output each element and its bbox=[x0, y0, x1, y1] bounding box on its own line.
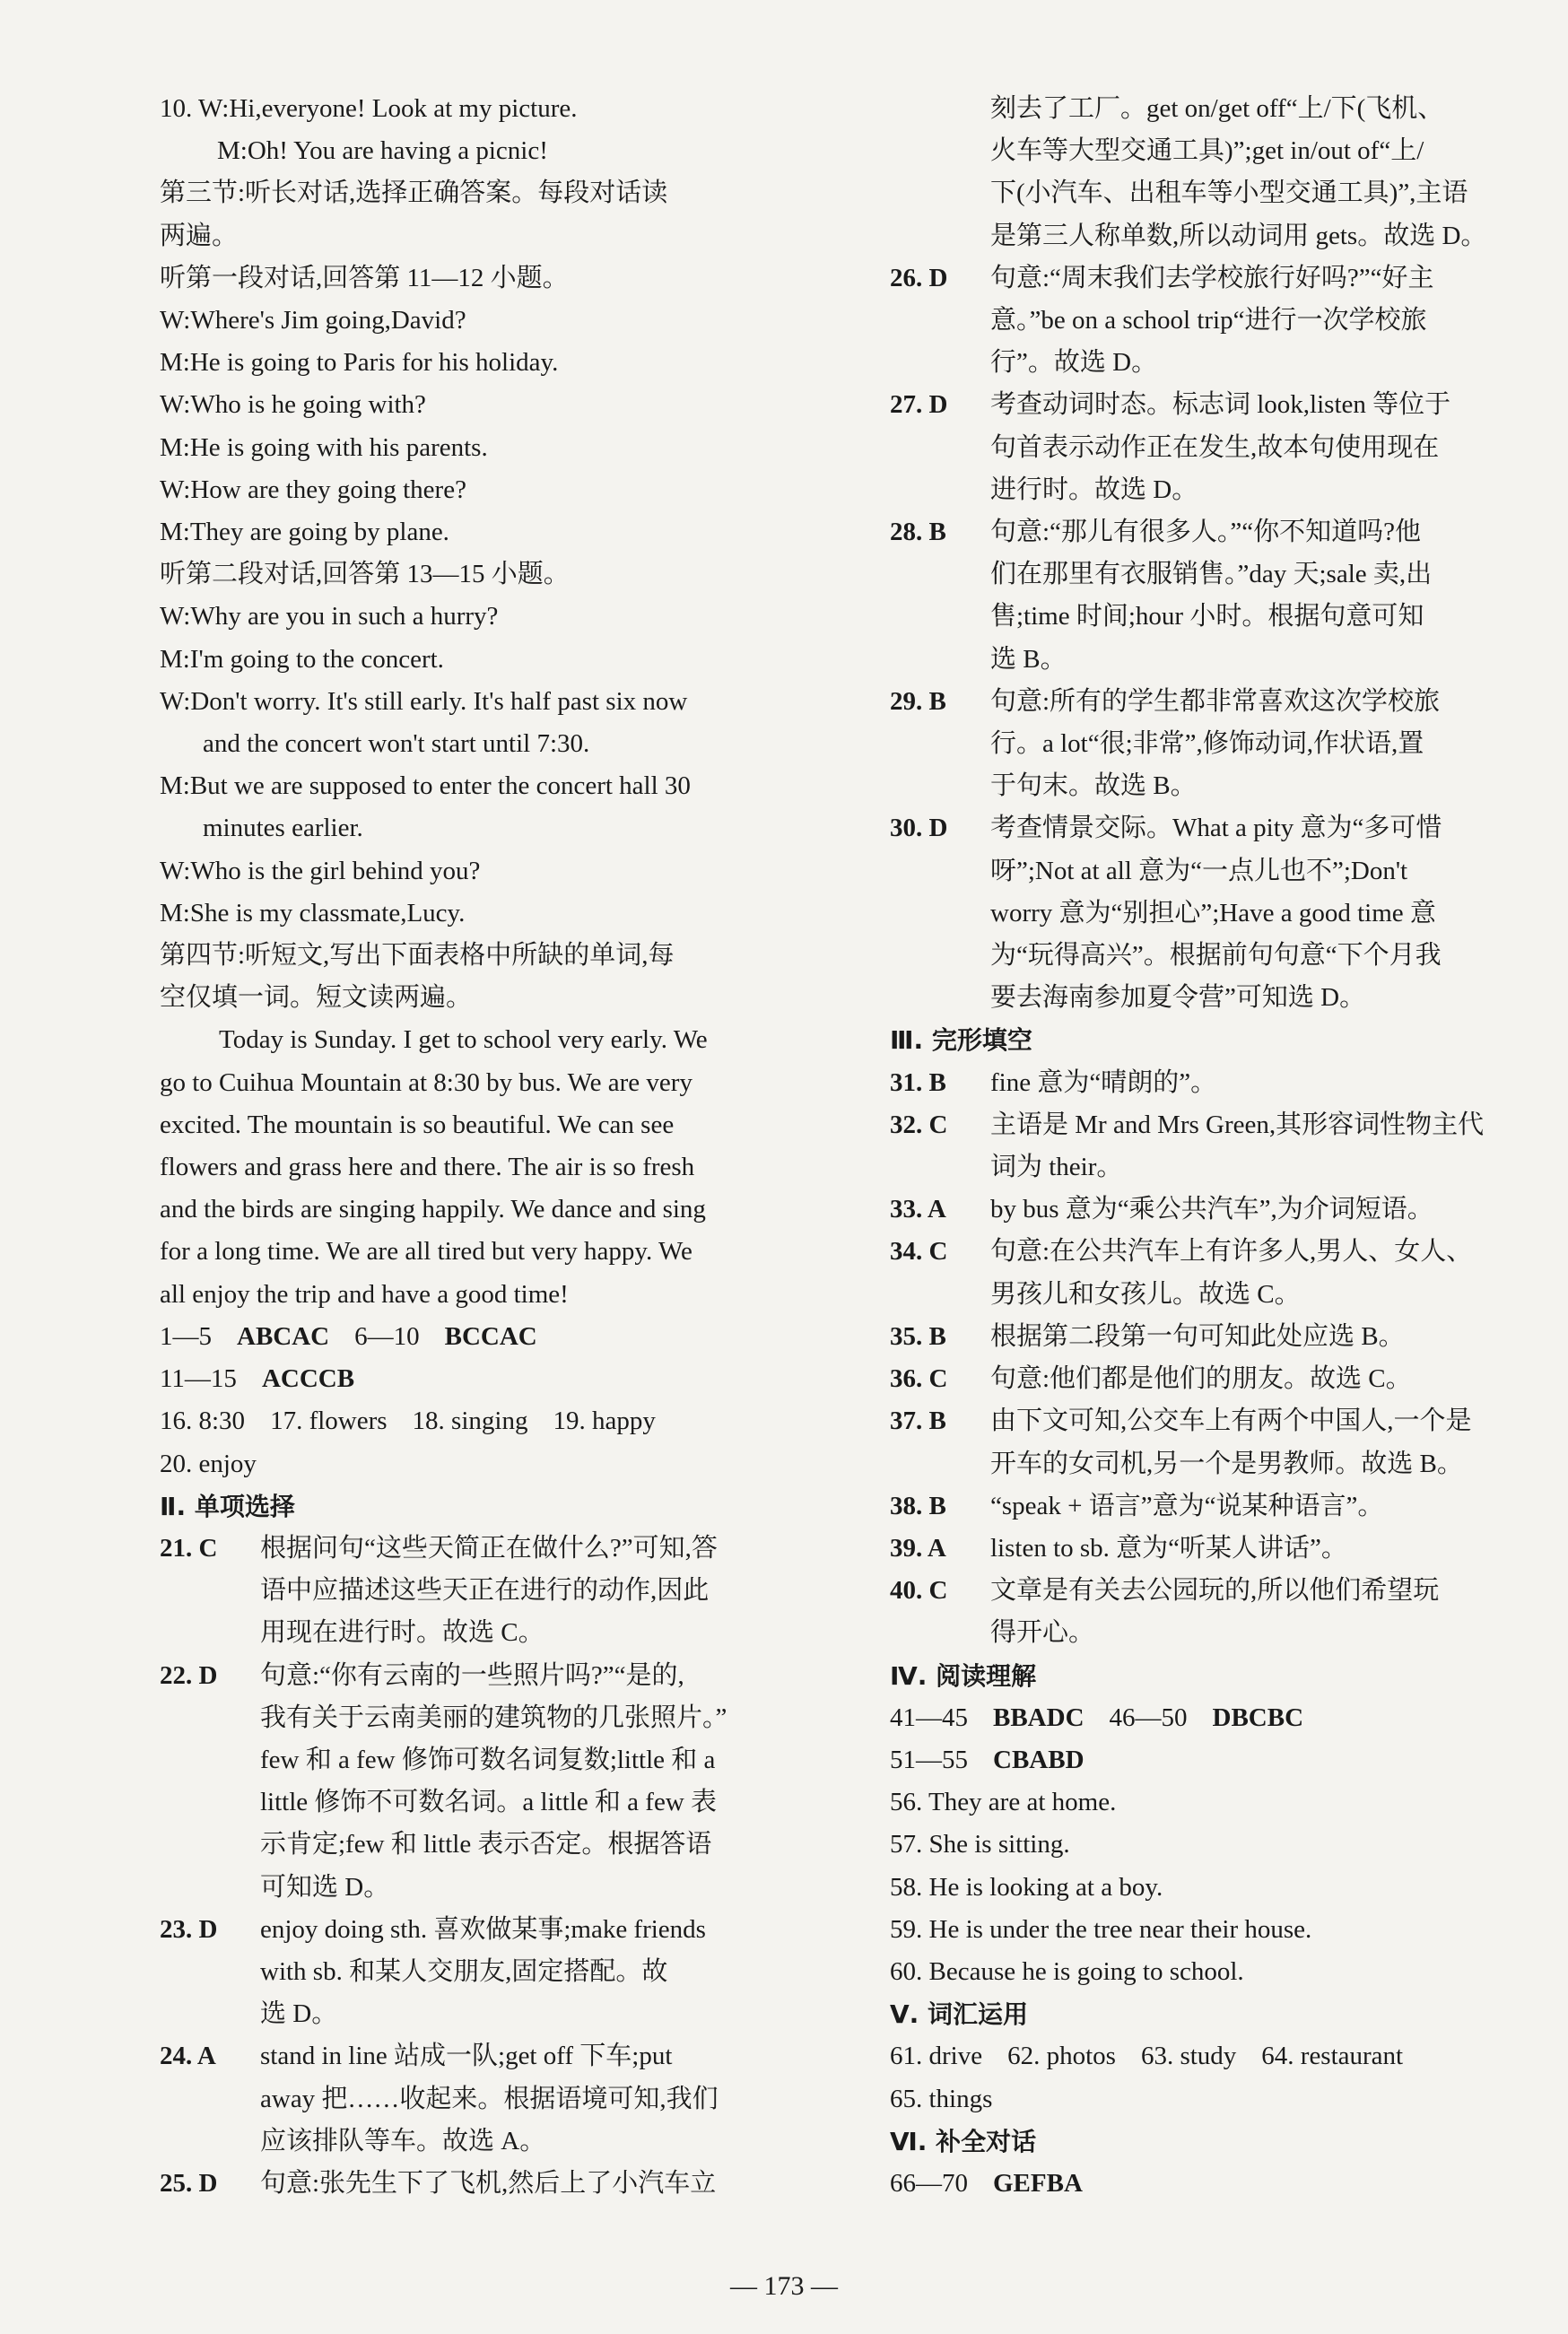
answer-number: 39. A bbox=[890, 1533, 946, 1563]
answer-line: 示肯定;few 和 little 表示否定。根据答语 bbox=[260, 1830, 712, 1859]
answer-item-22 bbox=[160, 1655, 807, 1909]
answer-line: 呀”;Not at all 意为“一点儿也不”;Don't bbox=[990, 856, 1408, 885]
read-answer: 59. He is under the tree near their house. bbox=[890, 1914, 1312, 1944]
answer-line: 刻去了工厂。get on/get off“上/下(飞机、 bbox=[990, 94, 1444, 123]
dialog2-line: M:I'm going to the concert. bbox=[160, 644, 444, 674]
answer-number: 31. B bbox=[890, 1067, 946, 1097]
answer-line: 进行时。故选 D。 bbox=[990, 475, 1198, 504]
answer-key-1-10 bbox=[160, 1316, 807, 1358]
left-column bbox=[160, 88, 807, 2205]
answer-line: 是第三人称单数,所以动词用 gets。故选 D。 bbox=[990, 221, 1487, 250]
dialog2-line: W:Why are you in such a hurry? bbox=[160, 602, 499, 631]
answer-line: 火车等大型交通工具)”;get in/out of“上/ bbox=[990, 136, 1424, 166]
key-answers: ABCAC bbox=[237, 1321, 330, 1351]
answer-line: 我有关于云南美丽的建筑物的几张照片。” bbox=[260, 1703, 727, 1732]
answer-item-28 bbox=[890, 511, 1527, 681]
key-answers: GEFBA bbox=[993, 2168, 1083, 2198]
cloze-item-34 bbox=[890, 1231, 1527, 1315]
answer-number: 37. B bbox=[890, 1406, 946, 1436]
answer-line: enjoy doing sth. 喜欢做某事;make friends bbox=[260, 1914, 706, 1944]
dialog1-line: W:How are they going there? bbox=[160, 475, 466, 504]
answer-line: little 修饰不可数名词。a little 和 a few 表 bbox=[260, 1788, 718, 1817]
answer-number: 40. C bbox=[890, 1576, 948, 1606]
passage-line: Today is Sunday. I get to school very early. We bbox=[219, 1025, 708, 1055]
right-column bbox=[890, 88, 1527, 2205]
cloze-item-33 bbox=[890, 1189, 1527, 1231]
answer-item-27 bbox=[890, 384, 1527, 511]
passage-line: all enjoy the trip and have a good time! bbox=[160, 1279, 569, 1309]
read-answer: 58. He is looking at a boy. bbox=[890, 1872, 1163, 1902]
answer-line: 用现在进行时。故选 C。 bbox=[260, 1618, 544, 1648]
dialog2-line: M:She is my classmate,Lucy. bbox=[160, 898, 466, 928]
section-heading-II: Ⅱ. 单项选择 bbox=[160, 1491, 295, 1521]
answer-number: 26. D bbox=[890, 263, 948, 292]
answer-line: 考查情景交际。What a pity 意为“多可惜 bbox=[990, 814, 1442, 843]
section3-title-line-2: 两遍。 bbox=[160, 221, 239, 250]
passage-line: go to Cuihua Mountain at 8:30 by bus. We are very bbox=[160, 1067, 693, 1097]
key-range: 46—50 bbox=[1109, 1703, 1188, 1732]
fill-answers-16-19 bbox=[160, 1400, 807, 1442]
answer-line: 文章是有关去公园玩的,所以他们希望玩 bbox=[990, 1576, 1440, 1606]
key-range: 51—55 bbox=[890, 1745, 968, 1774]
answer-line: 句意:“你有云南的一些照片吗?”“是的, bbox=[260, 1660, 684, 1690]
cloze-item-35 bbox=[890, 1316, 1527, 1358]
answer-line: 词为 their。 bbox=[990, 1153, 1123, 1182]
vocab-answer-65: 65. things bbox=[890, 2084, 993, 2113]
answer-number: 23. D bbox=[160, 1914, 218, 1944]
answer-number: 28. B bbox=[890, 518, 946, 547]
answer-line: 为“玩得高兴”。根据前句句意“下个月我 bbox=[990, 941, 1442, 971]
answer-line: 句意:他们都是他们的朋友。故选 C。 bbox=[990, 1364, 1412, 1394]
answer-line: 句意:“周末我们去学校旅行好吗?”“好主 bbox=[990, 263, 1434, 292]
answer-key-51-55 bbox=[890, 1739, 1527, 1781]
answer-line: away 把……收起来。根据语境可知,我们 bbox=[260, 2084, 719, 2113]
answer-line: 得开心。 bbox=[990, 1618, 1095, 1648]
answer-item-29 bbox=[890, 681, 1527, 808]
section4-title-line-1: 第四节:听短文,写出下面表格中所缺的单词,每 bbox=[160, 941, 675, 971]
answer-line: 行”。故选 D。 bbox=[990, 348, 1158, 378]
answer-line: fine 意为“晴朗的”。 bbox=[990, 1067, 1217, 1097]
passage-line: and the birds are singing happily. We dance and sing bbox=[160, 1195, 706, 1224]
key-answers: CBABD bbox=[993, 1745, 1085, 1774]
answer-number: 24. A bbox=[160, 2042, 216, 2071]
answer-number: 33. A bbox=[890, 1195, 946, 1224]
key-range: 1—5 bbox=[160, 1321, 212, 1351]
answer-line: 应该排队等车。故选 A。 bbox=[260, 2126, 546, 2155]
answer-line: 考查动词时态。标志词 look,listen 等位于 bbox=[990, 390, 1451, 420]
section-heading-IV: Ⅳ. 阅读理解 bbox=[890, 1660, 1037, 1691]
key-range: 41—45 bbox=[890, 1703, 968, 1732]
answer-key-41-50 bbox=[890, 1697, 1527, 1739]
answer-number: 35. B bbox=[890, 1321, 946, 1351]
cloze-item-40 bbox=[890, 1570, 1527, 1654]
answer-line: 意。”be on a school trip“进行一次学校旅 bbox=[990, 306, 1427, 335]
dialog2-line-cont: and the concert won't start until 7:30. bbox=[203, 729, 590, 759]
key-range: 11—15 bbox=[160, 1364, 237, 1394]
section3-title-line-1: 第三节:听长对话,选择正确答案。每段对话读 bbox=[160, 179, 668, 208]
cloze-item-38 bbox=[890, 1485, 1527, 1528]
answer-number: 38. B bbox=[890, 1491, 946, 1520]
answer-line: with sb. 和某人交朋友,固定搭配。故 bbox=[260, 1956, 668, 1986]
read-answer: 57. She is sitting. bbox=[890, 1830, 1070, 1859]
vocab-answer: 61. drive bbox=[890, 2042, 983, 2071]
fill-answer: 18. singing bbox=[412, 1406, 528, 1436]
read-answer: 60. Because he is going to school. bbox=[890, 1956, 1244, 1986]
key-answers: DBCBC bbox=[1212, 1703, 1304, 1732]
answer-item-25 bbox=[160, 2163, 807, 2205]
answer-item-24 bbox=[160, 2035, 807, 2163]
answer-item-30 bbox=[890, 807, 1527, 1019]
dialog2-line: W:Don't worry. It's still early. It's half past six now bbox=[160, 686, 688, 716]
answer-line: 根据第二段第一句可知此处应选 B。 bbox=[990, 1321, 1405, 1351]
key-answers: ACCCB bbox=[261, 1364, 355, 1394]
answer-line: 语中应描述这些天正在进行的动作,因此 bbox=[260, 1576, 710, 1606]
answer-key-11-15 bbox=[160, 1358, 807, 1400]
answer-line: 下(小汽车、出租车等小型交通工具)”,主语 bbox=[990, 179, 1468, 208]
answer-line: 选 D。 bbox=[260, 1999, 338, 2029]
answer-item-21 bbox=[160, 1528, 807, 1655]
dialog1-line: W:Where's Jim going,David? bbox=[160, 306, 466, 335]
answer-line: 要去海南参加夏令营”可知选 D。 bbox=[990, 983, 1366, 1013]
cloze-item-32 bbox=[890, 1104, 1527, 1189]
fill-answer-20: 20. enjoy bbox=[160, 1449, 257, 1478]
passage-line: flowers and grass here and there. The air is so fresh bbox=[160, 1153, 695, 1182]
answer-line: “speak + 语言”意为“说某种语言”。 bbox=[990, 1491, 1384, 1520]
answer-line: 售;time 时间;hour 小时。根据句意可知 bbox=[990, 602, 1424, 631]
answer-line: 句意:所有的学生都非常喜欢这次学校旅 bbox=[990, 686, 1441, 716]
answer-line: 主语是 Mr and Mrs Green,其形容词性物主代 bbox=[990, 1110, 1485, 1139]
answer-number: 36. C bbox=[890, 1364, 948, 1394]
answer-line: few 和 a few 修饰可数名词复数;little 和 a bbox=[260, 1745, 716, 1774]
dialog2-intro: 听第二段对话,回答第 13—15 小题。 bbox=[160, 560, 570, 589]
dialog1-intro: 听第一段对话,回答第 11—12 小题。 bbox=[160, 263, 569, 292]
answer-line: 可知选 D。 bbox=[260, 1872, 390, 1902]
key-answers: BCCAC bbox=[444, 1321, 537, 1351]
answer-number: 34. C bbox=[890, 1237, 948, 1267]
answer-line: 根据问句“这些天简正在做什么?”可知,答 bbox=[260, 1533, 718, 1563]
dialog1-line: M:He is going to Paris for his holiday. bbox=[160, 348, 559, 378]
answer-key-66-70 bbox=[890, 2163, 1527, 2205]
answer-number: 27. D bbox=[890, 390, 948, 420]
cloze-item-37 bbox=[890, 1400, 1527, 1485]
answer-item-25-continued bbox=[890, 88, 1527, 257]
passage-line: for a long time. We are all tired but very happy. We bbox=[160, 1237, 693, 1267]
vocab-answer: 64. restaurant bbox=[1261, 2042, 1404, 2071]
answer-line: 句意:在公共汽车上有许多人,男人、女人、 bbox=[990, 1237, 1473, 1267]
dialog10-line-2: M:Oh! You are having a picnic! bbox=[217, 136, 548, 166]
answer-line: 们在那里有衣服销售。”day 天;sale 卖,出 bbox=[990, 560, 1433, 589]
section-heading-III: Ⅲ. 完形填空 bbox=[890, 1025, 1032, 1056]
cloze-item-36 bbox=[890, 1358, 1527, 1400]
dialog1-line: M:He is going with his parents. bbox=[160, 432, 488, 462]
answer-line: 男孩儿和女孩儿。故选 C。 bbox=[990, 1279, 1301, 1309]
answer-line: 句意:张先生下了飞机,然后上了小汽车立 bbox=[260, 2168, 717, 2198]
answer-item-26 bbox=[890, 257, 1527, 385]
section4-title-line-2: 空仅填一词。短文读两遍。 bbox=[160, 983, 473, 1013]
answer-number: 30. D bbox=[890, 814, 948, 843]
answer-line: worry 意为“别担心”;Have a good time 意 bbox=[990, 898, 1436, 928]
answer-line: 于句末。故选 B。 bbox=[990, 771, 1197, 801]
answer-number: 22. D bbox=[160, 1660, 218, 1690]
key-range: 6—10 bbox=[354, 1321, 420, 1351]
answer-line: 选 B。 bbox=[990, 644, 1067, 674]
answer-line: 开车的女司机,另一个是男教师。故选 B。 bbox=[990, 1449, 1463, 1478]
answer-line: 句首表示动作正在发生,故本句使用现在 bbox=[990, 432, 1440, 462]
answer-line: 句意:“那儿有很多人。”“你不知道吗?他 bbox=[990, 518, 1422, 547]
fill-answer: 16. 8:30 bbox=[160, 1406, 246, 1436]
cloze-item-31 bbox=[890, 1062, 1527, 1104]
dialog2-line: M:But we are supposed to enter the concert hall 30 bbox=[160, 771, 691, 801]
answer-item-23 bbox=[160, 1909, 807, 2036]
answer-line: 行。a lot“很;非常”,修饰动词,作状语,置 bbox=[990, 729, 1424, 759]
fill-answer: 19. happy bbox=[553, 1406, 656, 1436]
section-heading-VI: Ⅵ. 补全对话 bbox=[890, 2126, 1037, 2156]
read-answer: 56. They are at home. bbox=[890, 1788, 1117, 1817]
vocab-answer: 63. study bbox=[1140, 2042, 1237, 2071]
answer-line: by bus 意为“乘公共汽车”,为介词短语。 bbox=[990, 1195, 1433, 1224]
vocab-answer: 62. photos bbox=[1007, 2042, 1116, 2071]
dialog1-line: M:They are going by plane. bbox=[160, 518, 449, 547]
answer-number: 21. C bbox=[160, 1533, 218, 1563]
vocab-answers-61-64 bbox=[890, 2035, 1527, 2077]
answer-number: 29. B bbox=[890, 686, 946, 716]
dialog1-line: W:Who is he going with? bbox=[160, 390, 426, 420]
key-answers: BBADC bbox=[993, 1703, 1085, 1732]
answer-number: 25. D bbox=[160, 2168, 218, 2198]
page-number: — 173 — bbox=[730, 2271, 838, 2301]
dialog2-line: W:Who is the girl behind you? bbox=[160, 856, 481, 885]
answer-line: 由下文可知,公交车上有两个中国人,一个是 bbox=[990, 1406, 1472, 1436]
cloze-item-39 bbox=[890, 1528, 1527, 1570]
fill-answer: 17. flowers bbox=[270, 1406, 388, 1436]
answer-line: stand in line 站成一队;get off 下车;put bbox=[260, 2042, 673, 2071]
passage-line: excited. The mountain is so beautiful. We can see bbox=[160, 1110, 675, 1139]
key-range: 66—70 bbox=[890, 2168, 968, 2198]
answer-number: 32. C bbox=[890, 1110, 948, 1139]
dialog2-line-cont: minutes earlier. bbox=[203, 814, 363, 843]
answer-line: listen to sb. 意为“听某人讲话”。 bbox=[990, 1533, 1347, 1563]
section-heading-V: Ⅴ. 词汇运用 bbox=[890, 1999, 1029, 2030]
dialog10-line-1: 10. W:Hi,everyone! Look at my picture. bbox=[160, 94, 578, 123]
